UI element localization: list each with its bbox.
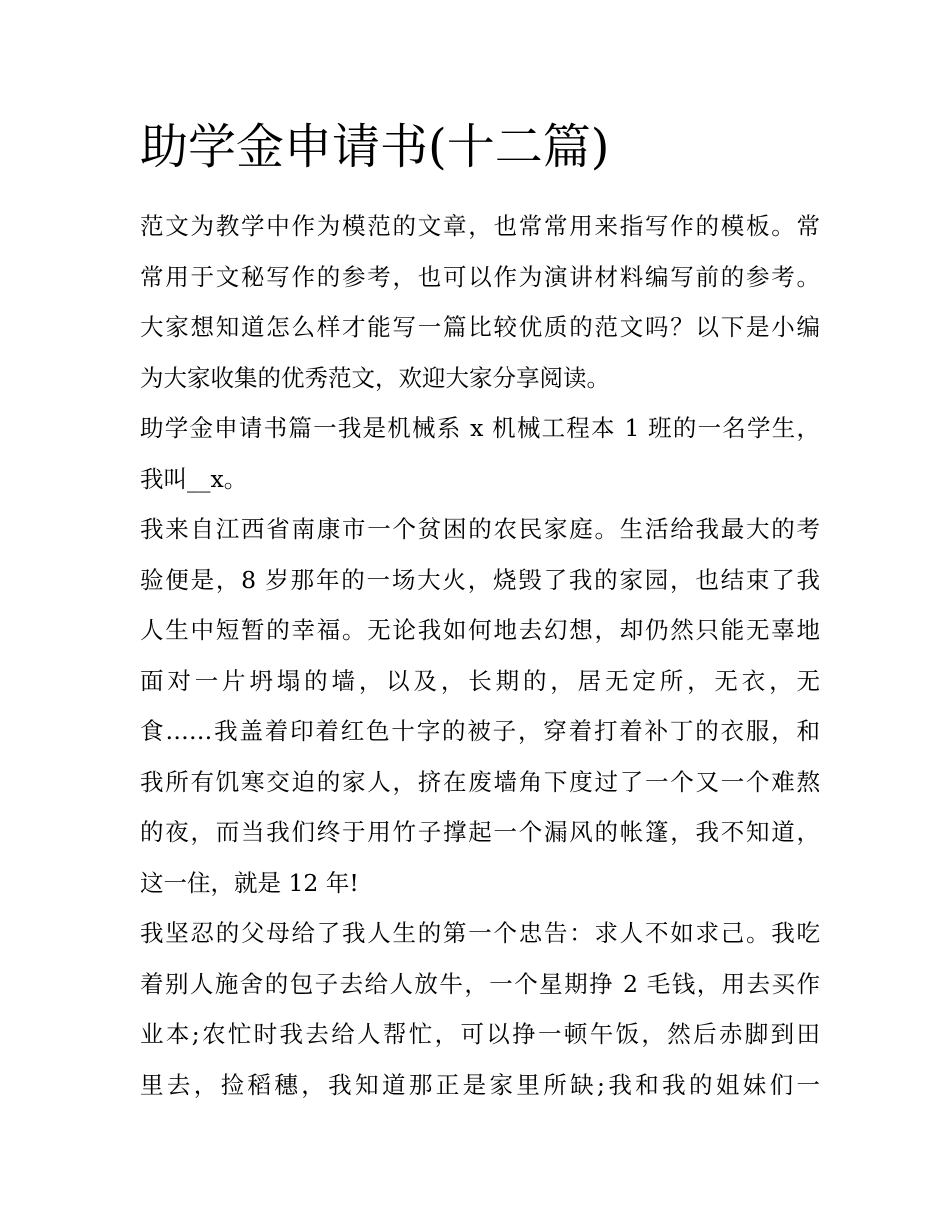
body-line: 的夜，而当我们终于用竹子撑起一个漏风的帐篷，我不知道，: [140, 818, 820, 846]
body-line: 我来自江西省南康市一个贫困的农民家庭。生活给我最大的考: [140, 515, 820, 543]
body-line: 为大家收集的优秀范文，欢迎大家分享阅读。: [140, 363, 610, 392]
body-line: 助学金申请书篇一我是机械系 x 机械工程本 1 班的一名学生，: [140, 414, 820, 442]
body-line: 我所有饥寒交迫的家人，挤在废墙角下度过了一个又一个难熬: [140, 767, 820, 796]
body-line: 人生中短暂的幸福。无论我如何地去幻想，却仍然只能无辜地: [140, 616, 820, 644]
body-line: 大家想知道怎么样才能写一篇比较优质的范文吗？以下是小编: [140, 313, 820, 341]
body-line: 里去，捡稻穗，我知道那正是家里所缺;我和我的姐妹们一: [140, 1070, 820, 1099]
document-body: [140, 201, 820, 1110]
body-line: 着别人施舍的包子去给人放牛，一个星期挣 2 毛钱，用去买作: [140, 969, 820, 998]
body-line: 这一住，就是 12 年!: [140, 868, 359, 897]
body-line: 常用于文秘写作的参考，也可以作为演讲材料编写前的参考。: [140, 262, 820, 291]
body-line: 我坚忍的父母给了我人生的第一个忠告：求人不如求己。我吃: [140, 919, 820, 947]
body-line: 我叫__x。: [140, 464, 248, 493]
body-line: 食……我盖着印着红色十字的被子，穿着打着补丁的衣服，和: [140, 717, 820, 745]
body-line: 范文为教学中作为模范的文章，也常常用来指写作的模板。常: [140, 212, 820, 240]
body-line: 面对一片坍塌的墙，以及，长期的，居无定所，无衣，无: [140, 666, 820, 695]
document-title: 助学金申请书(十二篇): [140, 119, 610, 175]
body-line: 验便是，8 岁那年的一场大火，烧毁了我的家园，也结束了我: [140, 565, 820, 594]
body-line: 业本;农忙时我去给人帮忙，可以挣一顿午饭，然后赤脚到田: [140, 1020, 820, 1048]
